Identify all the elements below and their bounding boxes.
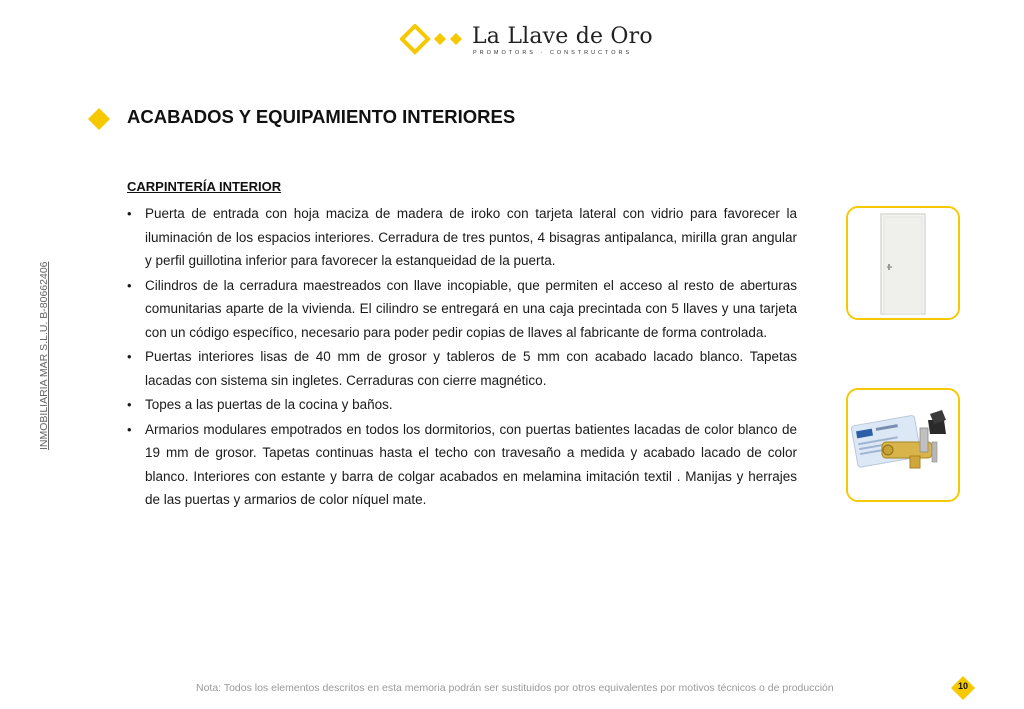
side-company-id: INMOBILIARIA MAR S.L.U. B-80662406 [38,261,50,450]
subsection-title: CARPINTERÍA INTERIOR [127,179,282,194]
brand-logo [400,22,653,62]
brand-name: La Llave de Oro [472,24,653,49]
page-number: 10 [957,681,968,691]
title-diamond-icon [87,107,111,131]
lock-cylinder-icon [848,390,958,500]
door-icon [848,208,958,318]
list-item: • Topes a las puertas de la cocina y baños. [127,393,797,417]
lock-cylinder-image [846,388,960,502]
section-title: ACABADOS Y EQUIPAMIENTO INTERIORES [127,106,516,127]
footer-note: Nota: Todos los elementos descritos en esta memoria podrán ser sustituidos por otros equivalentes por motivos técnicos o de producción [196,682,834,694]
list-item: • Puertas interiores lisas de 40 mm de grosor y tableros de 5 mm con acabado lacado blanco. Tapetas lacadas con sistema sin ingletes. Cerraduras con cierre magnético. [127,345,797,392]
logo-diamonds-icon [400,24,470,58]
features-list [127,202,797,513]
list-item: • Armarios modulares empotrados en todos los dormitorios, con puertas batientes lacadas de color blanco de 19 mm de grosor. Tapetas continuas hasta el techo con travesaño a medida y acabado lacado de color blanco. Interiores con estante y barra de colgar acabados en melamina imitación textil . Manijas y herrajes de las puertas y armarios de color níquel mate. [127,418,797,512]
list-item: • Cilindros de la cerradura maestreados con llave incopiable, que permiten el acceso al resto de aberturas comunitarias aparte de la vivienda. El cilindro se entregará en una caja precintada con 5 llaves y una tarjeta con un código específico, necesario para poder pedir copias de llaves al fabricante de forma controlada. [127,274,797,345]
door-image [846,206,960,320]
list-item: • Puerta de entrada con hoja maciza de madera de iroko con tarjeta lateral con vidrio para favorecer la iluminación de los espacios interiores. Cerradura de tres puntos, 4 bisagras antipalanca, mirilla gran angular y perfil guillotina inferior para favorecer la estanqueidad de la puerta. [127,202,797,273]
brand-tagline: PROMOTORS · CONSTRUCTORS [473,50,633,56]
page-number-badge [950,675,976,701]
